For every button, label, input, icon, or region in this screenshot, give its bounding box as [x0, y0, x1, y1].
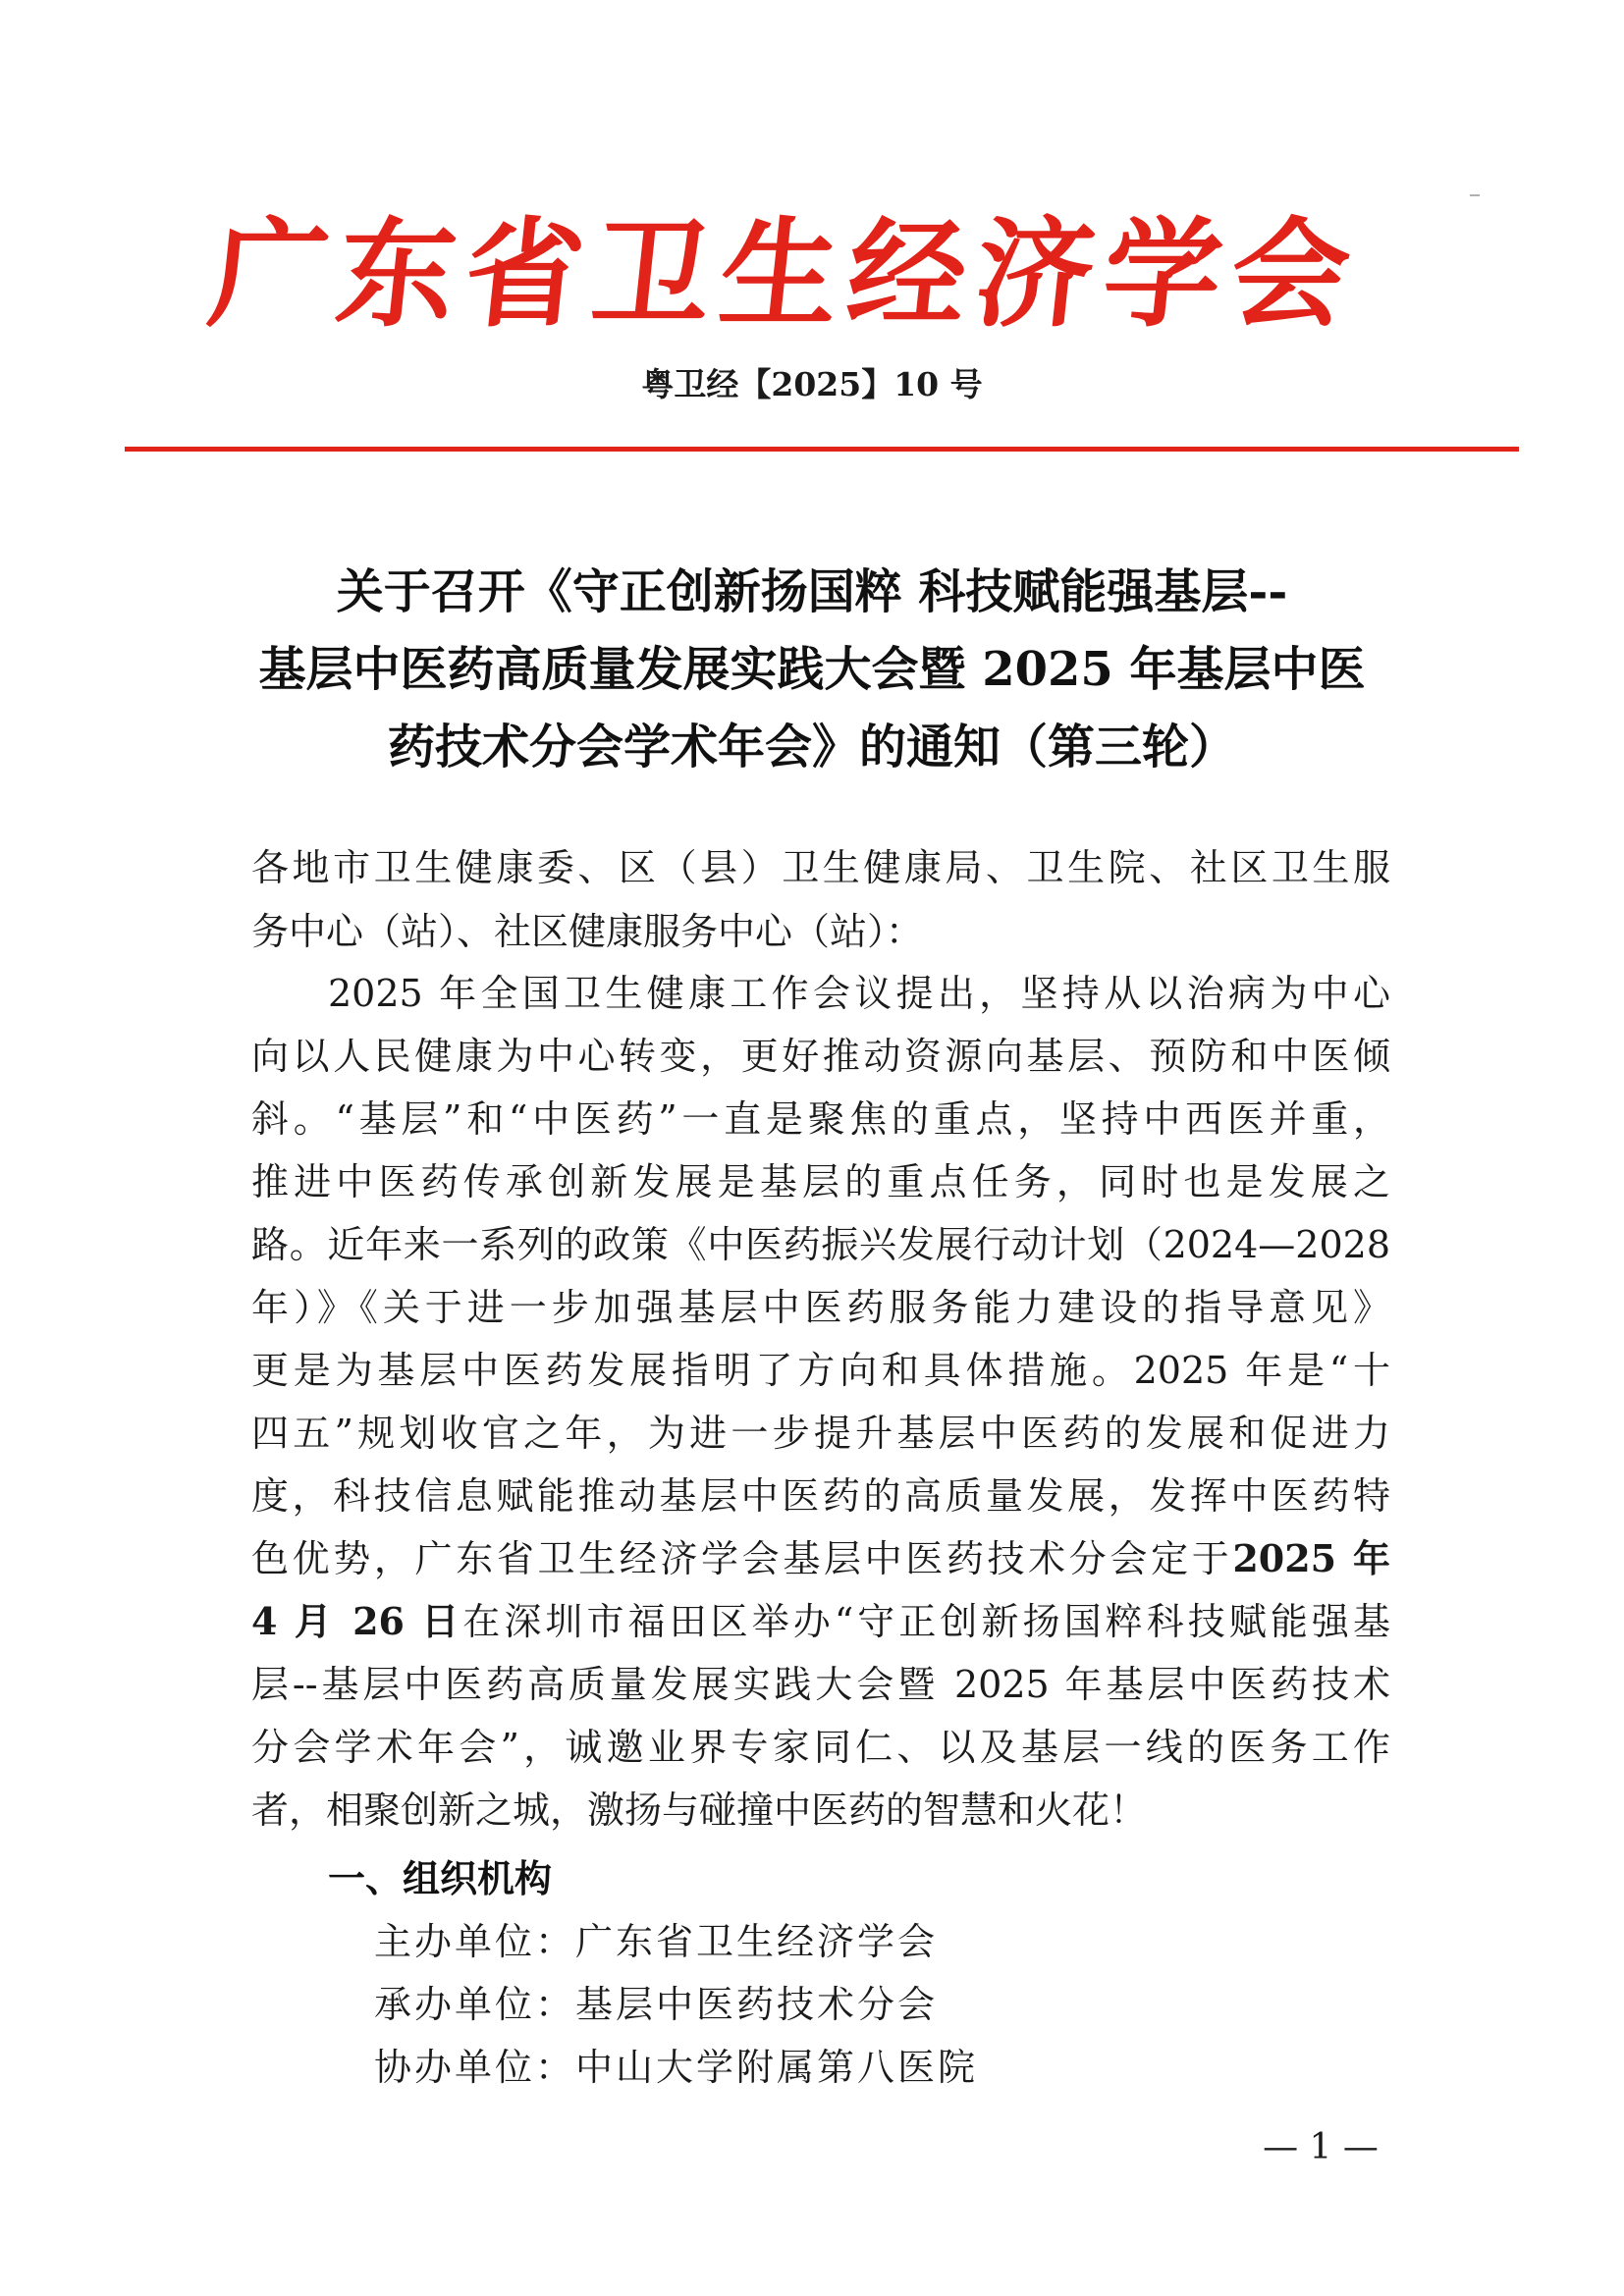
assisting-organizer-value: 中山大学附属第八医院: [575, 2046, 979, 2089]
body-line-4: 推进中医药传承创新发展是基层的重点任务，同时也是发展之: [251, 1160, 1390, 1203]
organizer-row: [374, 1917, 938, 1966]
body-line-11: [251, 1597, 1390, 1646]
body-line-3: 斜。“基层”和“中医药”一直是聚焦的重点，坚持中西医并重，: [251, 1097, 1390, 1141]
body-line-10-text: 色优势，广东省卫生经济学会基层中医药技术分会定于: [251, 1537, 1233, 1580]
organizer-value: 广东省卫生经济学会: [575, 1920, 939, 1963]
body-line-9: 度，科技信息赋能推动基层中医药的高质量发展，发挥中医药特: [251, 1474, 1390, 1518]
body-line-8: 四五”规划收官之年，为进一步提升基层中医药的发展和促进力: [251, 1412, 1390, 1455]
letterhead-red-rule: [125, 447, 1519, 452]
assisting-organizer-label: 协办单位：: [374, 2046, 576, 2089]
letterhead-org-name: 广东省卫生经济学会: [202, 205, 1367, 344]
organizer-label: 主办单位：: [374, 1920, 576, 1963]
meeting-year: 2025 年: [1232, 1536, 1390, 1580]
body-line-5: 路。近年来一系列的政策《中医药振兴发展行动计划（2024—2028: [251, 1223, 1390, 1266]
co-organizer-row: [374, 1980, 938, 2029]
section-heading-organization: 一、组织机构: [328, 1856, 553, 1900]
page-number: — 1 —: [1263, 2127, 1379, 2167]
body-line-13: 分会学术年会”，诚邀业界专家同仁、以及基层一线的医务工作: [251, 1726, 1390, 1769]
body-line-2: 向以人民健康为中心转变，更好推动资源向基层、预防和中医倾: [251, 1035, 1390, 1078]
title-line-3: 药技术分会学术年会》的通知（第三轮）: [387, 720, 1236, 774]
body-line-11-text: 在深圳市福田区举办“守正创新扬国粹科技赋能强基: [462, 1600, 1390, 1643]
assisting-organizer-row: [374, 2043, 978, 2092]
meeting-date: 4 月 26 日: [251, 1599, 463, 1643]
body-line-1: 2025 年全国卫生健康工作会议提出，坚持从以治病为中心: [328, 972, 1390, 1015]
body-line-10: [251, 1534, 1390, 1583]
recipients-line-1: 各地市卫生健康委、区（县）卫生健康局、卫生院、社区卫生服: [251, 846, 1390, 889]
title-line-1: 关于召开《守正创新扬国粹 科技赋能强基层--: [336, 564, 1288, 619]
body-line-12: 层--基层中医药高质量发展实践大会暨 2025 年基层中医药技术: [251, 1663, 1390, 1706]
title-line-2: 基层中医药高质量发展实践大会暨 2025 年基层中医: [258, 642, 1366, 697]
body-line-14: 者，相聚创新之城，激扬与碰撞中医药的智慧和火花！: [251, 1789, 1148, 1832]
body-line-6: 年）》《关于进一步加强基层中医药服务能力建设的指导意见》: [251, 1286, 1390, 1329]
co-organizer-value: 基层中医药技术分会: [575, 1983, 939, 2026]
body-line-7: 更是为基层中医药发展指明了方向和具体措施。2025 年是“十: [251, 1349, 1390, 1392]
document-number: 粤卫经【2025】10 号: [641, 365, 983, 403]
co-organizer-label: 承办单位：: [374, 1983, 576, 2026]
recipients-line-2: 务中心（站）、社区健康服务中心（站）：: [251, 910, 924, 953]
scan-mark: [1470, 194, 1480, 196]
